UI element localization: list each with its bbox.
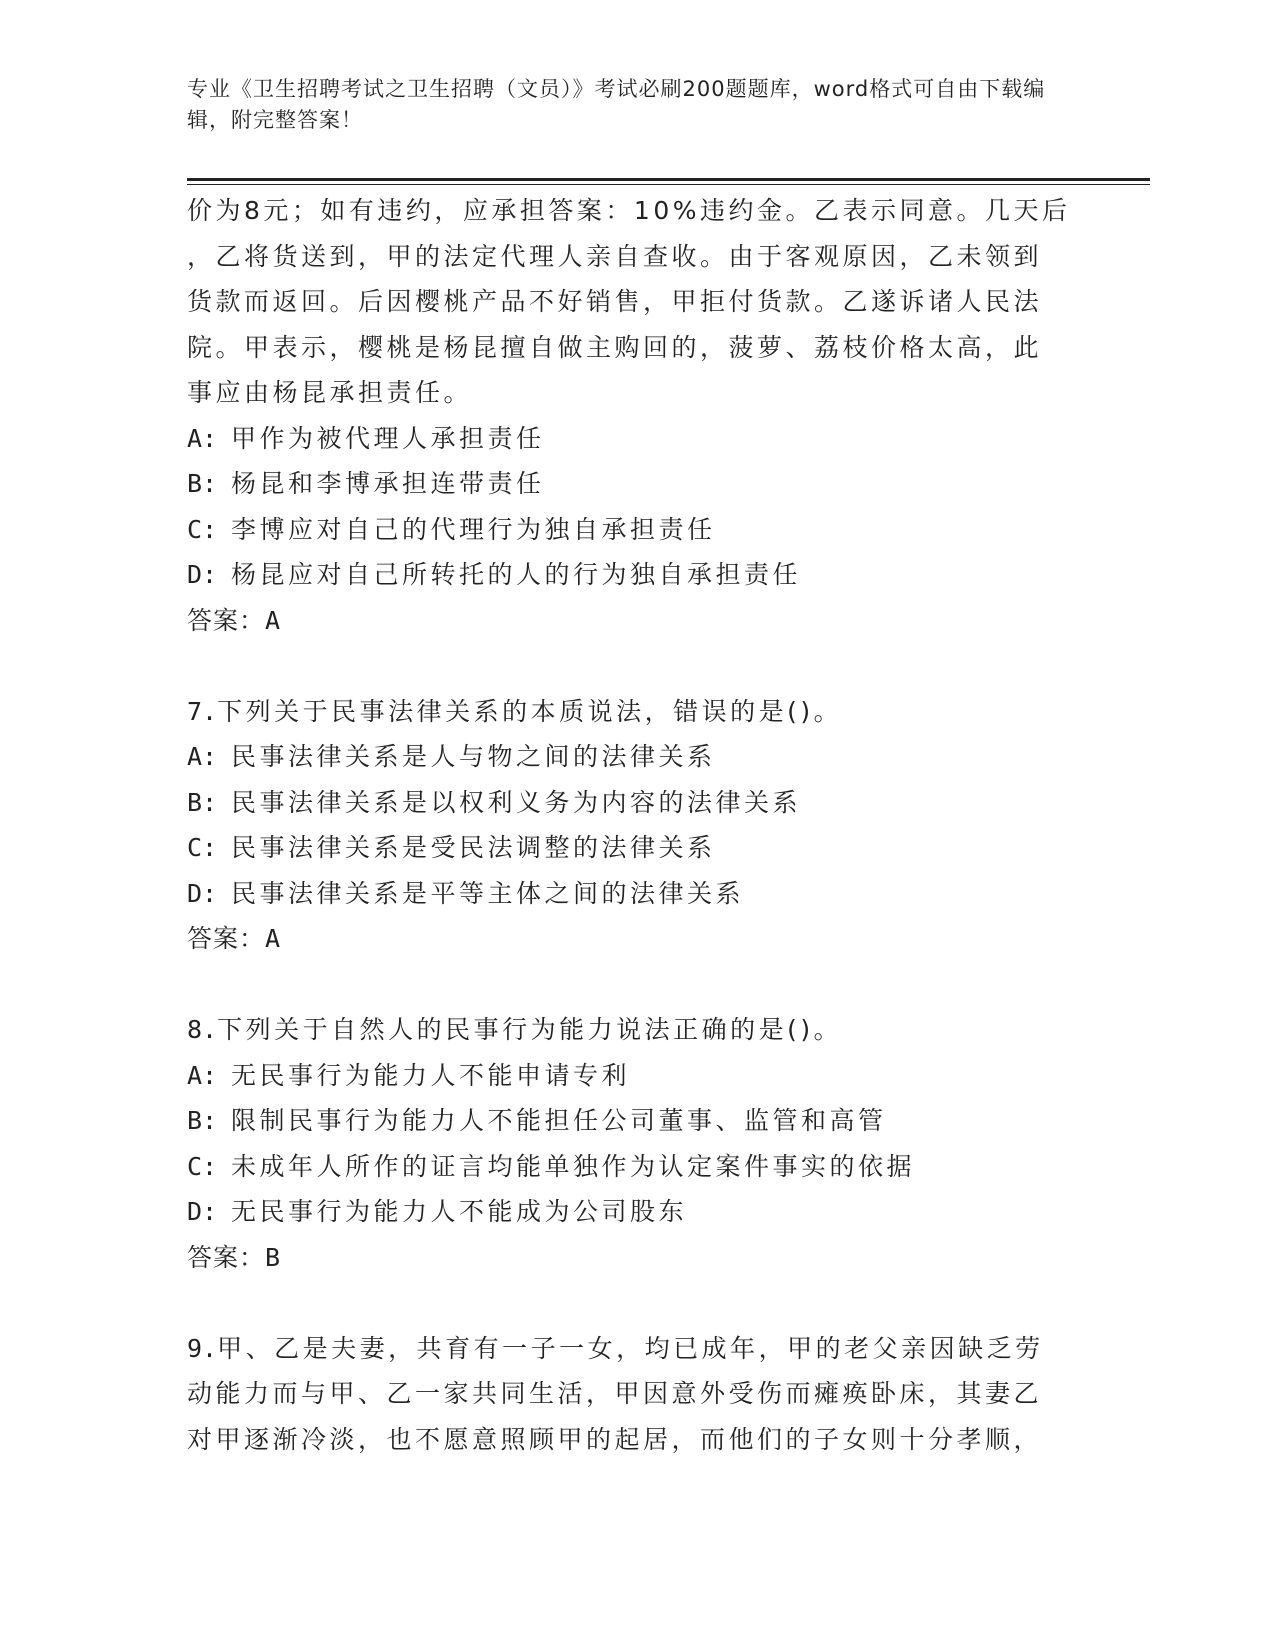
- question-9: [187, 1326, 1087, 1463]
- option-text: 未成年人所作的证言均能单独作为认定案件事实的依据: [231, 1151, 916, 1181]
- option-d: [187, 871, 1087, 917]
- option-text: 甲作为被代理人承担责任: [231, 423, 545, 453]
- option-a: [187, 1053, 1087, 1099]
- question-6-continued: [187, 188, 1087, 643]
- option-letter: B:: [187, 787, 218, 817]
- option-text: 民事法律关系是平等主体之间的法律关系: [231, 878, 745, 908]
- question-number: 7.: [187, 696, 218, 726]
- answer-label: 答案：: [187, 605, 266, 635]
- question-text-line: ，乙将货送到，甲的法定代理人亲自查收。由于客观原因，乙未领到: [187, 241, 1043, 271]
- question-text-line: 事应由杨昆承担责任。: [187, 378, 473, 407]
- option-c: [187, 1144, 1087, 1190]
- answer-line: [187, 916, 1087, 962]
- option-letter: C:: [187, 514, 218, 544]
- option-letter: B:: [187, 1106, 218, 1135]
- question-stem: [187, 689, 1087, 735]
- question-stem-text: 甲、乙是夫妻，共育有一子一女，均已成年，甲的老父亲因缺乏劳: [217, 1333, 1044, 1363]
- answer-line: [187, 598, 1087, 644]
- question-stem-text: 下列关于民事法律关系的本质说法，错误的是()。: [217, 696, 843, 726]
- option-c: [187, 507, 1087, 553]
- answer-value: A: [265, 924, 282, 953]
- option-letter: B:: [187, 469, 218, 498]
- option-text: 民事法律关系是人与物之间的法律关系: [231, 742, 716, 771]
- header-divider-thick: [187, 178, 1150, 181]
- page-content: [187, 188, 1087, 1462]
- question-text-line: 价为8元；如有违约，应承担答案：10%违约金。乙表示同意。几天后: [187, 196, 1071, 225]
- option-letter: D:: [187, 560, 218, 589]
- question-number: 8.: [187, 1015, 218, 1044]
- answer-line: [187, 1235, 1087, 1281]
- option-letter: C:: [187, 833, 218, 862]
- option-letter: D:: [187, 1197, 218, 1226]
- option-letter: A:: [187, 742, 218, 771]
- header-divider-thin: [187, 184, 1150, 185]
- answer-value: A: [265, 605, 282, 635]
- question-text-line: 对甲逐渐冷淡，也不愿意照顾甲的起居，而他们的子女则十分孝顺，: [187, 1424, 1043, 1454]
- question-stem-text: 下列关于自然人的民事行为能力说法正确的是()。: [217, 1015, 843, 1044]
- question-stem: [187, 1326, 1087, 1372]
- option-text: 李博应对自己的代理行为独自承担责任: [231, 514, 716, 544]
- header-title: 专业《卫生招聘考试之卫生招聘（文员）》考试必刷200题题库，word格式可自由下载编辑，附完整答案！: [187, 77, 1046, 132]
- page-header: [187, 74, 1067, 136]
- option-d: [187, 552, 1087, 598]
- spacer: [187, 643, 1087, 689]
- option-d: [187, 1189, 1087, 1235]
- option-b: [187, 461, 1087, 507]
- option-text: 限制民事行为能力人不能担任公司董事、监管和高管: [231, 1106, 887, 1135]
- option-text: 无民事行为能力人不能成为公司股东: [231, 1197, 688, 1226]
- question-text-line: 动能力而与甲、乙一家共同生活，甲因意外受伤而瘫痪卧床，其妻乙: [187, 1379, 1043, 1408]
- option-text: 民事法律关系是受民法调整的法律关系: [231, 833, 716, 862]
- option-b: [187, 780, 1087, 826]
- option-text: 民事法律关系是以权利义务为内容的法律关系: [231, 787, 802, 817]
- option-c: [187, 825, 1087, 871]
- answer-label: 答案：: [187, 924, 266, 953]
- option-letter: A:: [187, 423, 218, 453]
- option-letter: A:: [187, 1060, 218, 1090]
- answer-label: 答案：: [187, 1242, 266, 1272]
- option-a: [187, 416, 1087, 462]
- answer-value: B: [265, 1242, 282, 1272]
- option-text: 杨昆和李博承担连带责任: [231, 469, 545, 498]
- question-7: [187, 689, 1087, 962]
- question-8: [187, 1007, 1087, 1280]
- option-text: 杨昆应对自己所转托的人的行为独自承担责任: [231, 560, 802, 589]
- option-text: 无民事行为能力人不能申请专利: [231, 1060, 631, 1090]
- option-b: [187, 1098, 1087, 1144]
- question-stem: [187, 1007, 1087, 1053]
- question-text-line: 院。甲表示，樱桃是杨昆擅自做主购回的，菠萝、荔枝价格太高，此: [187, 332, 1043, 362]
- question-text-line: 货款而返回。后因樱桃产品不好销售，甲拒付货款。乙遂诉诸人民法: [187, 287, 1043, 316]
- option-letter: C:: [187, 1151, 218, 1181]
- spacer: [187, 962, 1087, 1008]
- question-number: 9.: [187, 1333, 218, 1363]
- spacer: [187, 1280, 1087, 1326]
- option-letter: D:: [187, 878, 218, 908]
- option-a: [187, 734, 1087, 780]
